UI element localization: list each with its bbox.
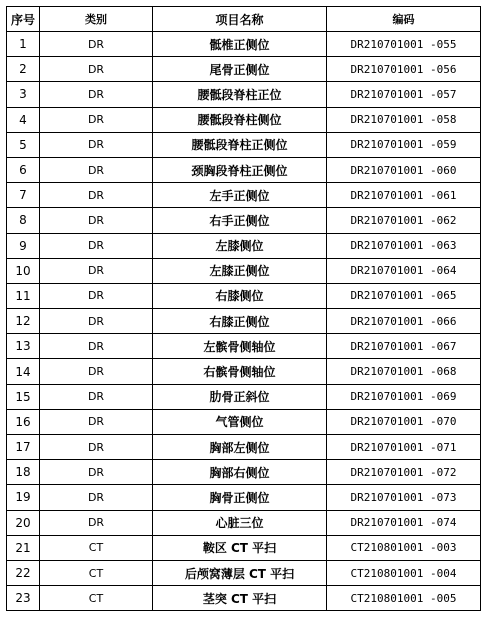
row-code: DR210701001 -063 (327, 233, 481, 258)
table-row (7, 258, 481, 283)
row-category: DR (40, 57, 153, 82)
row-seq: 18 (7, 460, 40, 485)
row-category: DR (40, 132, 153, 157)
table-row (7, 460, 481, 485)
row-code: DR210701001 -057 (327, 82, 481, 107)
row-code: CT210801001 -005 (327, 586, 481, 611)
table-row (7, 82, 481, 107)
row-seq: 17 (7, 435, 40, 460)
row-name: 腰骶段脊柱正侧位 (153, 132, 327, 157)
header-name: 项目名称 (153, 7, 327, 32)
row-seq: 23 (7, 586, 40, 611)
row-code: DR210701001 -061 (327, 183, 481, 208)
table-row (7, 32, 481, 57)
row-code: DR210701001 -059 (327, 132, 481, 157)
header-seq: 序号 (7, 7, 40, 32)
row-name: 颈胸段脊柱正侧位 (153, 157, 327, 182)
row-code: DR210701001 -058 (327, 107, 481, 132)
row-category: DR (40, 409, 153, 434)
table-row (7, 309, 481, 334)
row-code: DR210701001 -072 (327, 460, 481, 485)
row-name: 右髌骨侧轴位 (153, 359, 327, 384)
row-seq: 8 (7, 208, 40, 233)
table-row (7, 208, 481, 233)
row-seq: 5 (7, 132, 40, 157)
row-category: DR (40, 384, 153, 409)
row-name: 胸部左侧位 (153, 435, 327, 460)
row-category: DR (40, 82, 153, 107)
row-category: CT (40, 586, 153, 611)
row-category: DR (40, 334, 153, 359)
row-category: DR (40, 460, 153, 485)
table-body (7, 32, 481, 611)
row-seq: 14 (7, 359, 40, 384)
row-name: 腰骶段脊柱侧位 (153, 107, 327, 132)
row-seq: 6 (7, 157, 40, 182)
table-row (7, 560, 481, 585)
table-row (7, 183, 481, 208)
row-name: 腰骶段脊柱正位 (153, 82, 327, 107)
row-name: 胸骨正侧位 (153, 485, 327, 510)
header-row (7, 7, 481, 32)
row-category: DR (40, 283, 153, 308)
row-name: 胸部右侧位 (153, 460, 327, 485)
table-row (7, 409, 481, 434)
row-seq: 9 (7, 233, 40, 258)
table-row (7, 586, 481, 611)
row-category: DR (40, 258, 153, 283)
row-name: 茎突 CT 平扫 (153, 586, 327, 611)
table-row (7, 132, 481, 157)
row-code: DR210701001 -055 (327, 32, 481, 57)
table-row (7, 535, 481, 560)
row-code: CT210801001 -003 (327, 535, 481, 560)
table-row (7, 384, 481, 409)
row-category: DR (40, 32, 153, 57)
table-row (7, 334, 481, 359)
table-row (7, 510, 481, 535)
project-code-table (6, 6, 481, 611)
row-seq: 15 (7, 384, 40, 409)
row-seq: 12 (7, 309, 40, 334)
row-seq: 4 (7, 107, 40, 132)
row-name: 后颅窝薄层 CT 平扫 (153, 560, 327, 585)
header-category: 类别 (40, 7, 153, 32)
row-seq: 11 (7, 283, 40, 308)
row-seq: 19 (7, 485, 40, 510)
row-code: DR210701001 -056 (327, 57, 481, 82)
row-name: 右手正侧位 (153, 208, 327, 233)
table-row (7, 485, 481, 510)
table-header (7, 7, 481, 32)
header-code: 编码 (327, 7, 481, 32)
row-seq: 7 (7, 183, 40, 208)
row-code: DR210701001 -069 (327, 384, 481, 409)
row-category: DR (40, 309, 153, 334)
row-seq: 22 (7, 560, 40, 585)
row-category: DR (40, 485, 153, 510)
row-seq: 13 (7, 334, 40, 359)
document-body (6, 6, 481, 611)
row-name: 左膝侧位 (153, 233, 327, 258)
row-seq: 21 (7, 535, 40, 560)
row-category: DR (40, 233, 153, 258)
row-name: 尾骨正侧位 (153, 57, 327, 82)
row-seq: 3 (7, 82, 40, 107)
row-code: DR210701001 -065 (327, 283, 481, 308)
table-row (7, 57, 481, 82)
row-code: DR210701001 -070 (327, 409, 481, 434)
row-category: DR (40, 510, 153, 535)
row-category: DR (40, 183, 153, 208)
row-code: DR210701001 -060 (327, 157, 481, 182)
row-code: CT210801001 -004 (327, 560, 481, 585)
row-name: 右膝正侧位 (153, 309, 327, 334)
table-row (7, 233, 481, 258)
row-code: DR210701001 -064 (327, 258, 481, 283)
row-code: DR210701001 -068 (327, 359, 481, 384)
row-name: 心脏三位 (153, 510, 327, 535)
row-name: 肋骨正斜位 (153, 384, 327, 409)
table-row (7, 359, 481, 384)
row-seq: 16 (7, 409, 40, 434)
row-name: 气管侧位 (153, 409, 327, 434)
row-category: DR (40, 435, 153, 460)
table-row (7, 283, 481, 308)
row-seq: 20 (7, 510, 40, 535)
table-row (7, 107, 481, 132)
row-code: DR210701001 -073 (327, 485, 481, 510)
row-name: 左手正侧位 (153, 183, 327, 208)
row-category: DR (40, 107, 153, 132)
table-row (7, 435, 481, 460)
row-seq: 10 (7, 258, 40, 283)
row-name: 左膝正侧位 (153, 258, 327, 283)
row-seq: 1 (7, 32, 40, 57)
row-code: DR210701001 -067 (327, 334, 481, 359)
row-seq: 2 (7, 57, 40, 82)
row-name: 骶椎正侧位 (153, 32, 327, 57)
row-name: 鞍区 CT 平扫 (153, 535, 327, 560)
row-code: DR210701001 -074 (327, 510, 481, 535)
row-name: 左髌骨侧轴位 (153, 334, 327, 359)
row-category: CT (40, 535, 153, 560)
row-category: CT (40, 560, 153, 585)
row-name: 右膝侧位 (153, 283, 327, 308)
row-code: DR210701001 -066 (327, 309, 481, 334)
row-code: DR210701001 -062 (327, 208, 481, 233)
row-category: DR (40, 208, 153, 233)
row-category: DR (40, 157, 153, 182)
row-category: DR (40, 359, 153, 384)
table-row (7, 157, 481, 182)
row-code: DR210701001 -071 (327, 435, 481, 460)
